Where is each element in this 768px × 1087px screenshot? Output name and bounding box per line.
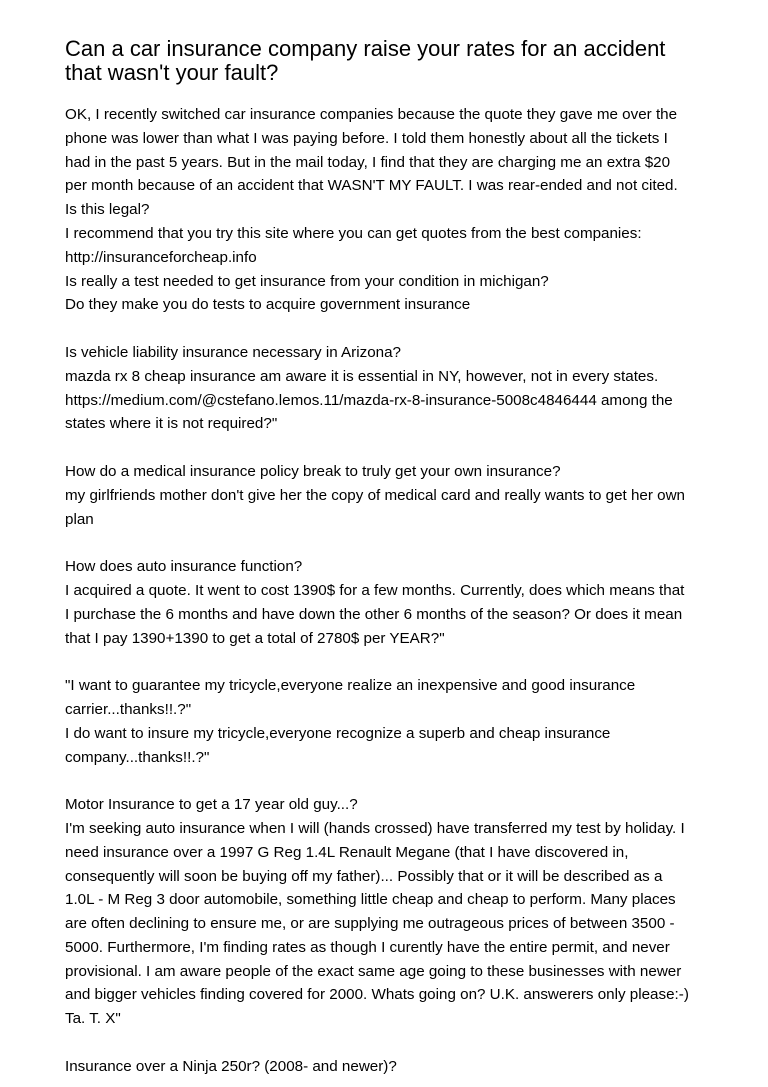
body-text-line: consequently will soon be buying off my father)... Possibly that or it will be described as a [65, 867, 663, 885]
paragraph-gap [65, 650, 755, 674]
body-text-line: provisional. I am aware people of the exact same age going to these businesses with newer [65, 962, 682, 980]
title-line: Can a car insurance company raise your rates for an accident [65, 36, 666, 61]
body-text-line: I'm seeking auto insurance when I will (hands crossed) have transferred my test by holiday. I [65, 819, 685, 837]
body-text-line: How does auto insurance function? [65, 558, 303, 576]
document-body [65, 103, 755, 1079]
body-text-line: need insurance over a 1997 G Reg 1.4L Renault Megane (that I have discovered in, [65, 843, 629, 861]
body-text-line: How do a medical insurance policy break to truly get your own insurance? [65, 462, 561, 480]
body-text-line: carrier...thanks!!.?" [65, 700, 192, 718]
body-text-line: 1.0L - M Reg 3 door automobile, something little cheap and cheap to perform. Many places [65, 891, 676, 909]
body-text-line: mazda rx 8 cheap insurance am aware it is essential in NY, however, not in every states. [65, 367, 659, 385]
body-text-line: states where it is not required?" [65, 415, 278, 433]
paragraph-gap [65, 317, 755, 341]
body-text-line: I acquired a quote. It went to cost 1390$ for a few months. Currently, does which means that [65, 581, 685, 599]
body-text-line: had in the past 5 years. But in the mail today, I find that they are charging me an extra $20 [65, 153, 671, 171]
body-text-line: 5000. Furthermore, I'm finding rates as though I curently have the entire permit, and never [65, 938, 670, 956]
body-text-line: my girlfriends mother don't give her the copy of medical card and really wants to get her own [65, 486, 685, 504]
body-text-line: company...thanks!!.?" [65, 748, 210, 766]
body-text-line: and bigger vehicles finding covered for 2000. Whats going on? U.K. answerers only please:-) [65, 986, 689, 1004]
body-text-line: Ta. T. X" [65, 1010, 121, 1028]
body-text-line: that I pay 1390+1390 to get a total of 2780$ per YEAR?" [65, 629, 445, 647]
body-text-line: "I want to guarantee my tricycle,everyone realize an inexpensive and good insurance [65, 677, 636, 695]
paragraph-gap [65, 1031, 755, 1055]
title-line: that wasn't your fault? [65, 60, 279, 85]
body-text-line: are often declining to ensure me, or are supplying me outrageous prices of between 3500 - [65, 915, 675, 933]
document-page [65, 37, 755, 1079]
document-title [65, 37, 755, 85]
body-text-line: Is this legal? [65, 201, 150, 219]
body-text-line: http://insuranceforcheap.info [65, 248, 257, 266]
paragraph-gap [65, 769, 755, 793]
body-text-line: Is really a test needed to get insurance from your condition in michigan? [65, 272, 549, 290]
body-text-line: Do they make you do tests to acquire government insurance [65, 296, 471, 314]
body-text-line: plan [65, 510, 94, 528]
body-text-line: Insurance over a Ninja 250r? (2008- and newer)? [65, 1057, 397, 1075]
body-text-line: I purchase the 6 months and have down the other 6 months of the season? Or does it mean [65, 605, 683, 623]
body-text-line: Motor Insurance to get a 17 year old guy...? [65, 796, 358, 814]
paragraph-gap [65, 436, 755, 460]
body-text-line: per month because of an accident that WASN'T MY FAULT. I was rear-ended and not cited. [65, 177, 678, 195]
body-text-line: I recommend that you try this site where you can get quotes from the best companies: [65, 224, 642, 242]
body-text-line: I do want to insure my tricycle,everyone recognize a superb and cheap insurance [65, 724, 611, 742]
body-text-line: Is vehicle liability insurance necessary in Arizona? [65, 343, 401, 361]
body-text-line: OK, I recently switched car insurance companies because the quote they gave me over the [65, 106, 678, 123]
body-text-line: phone was lower than what I was paying before. I told them honestly about all the tickets I [65, 129, 668, 147]
paragraph-gap [65, 531, 755, 555]
body-text-line: https://medium.com/@cstefano.lemos.11/mazda-rx-8-insurance-5008c4846444 among the [65, 391, 673, 409]
